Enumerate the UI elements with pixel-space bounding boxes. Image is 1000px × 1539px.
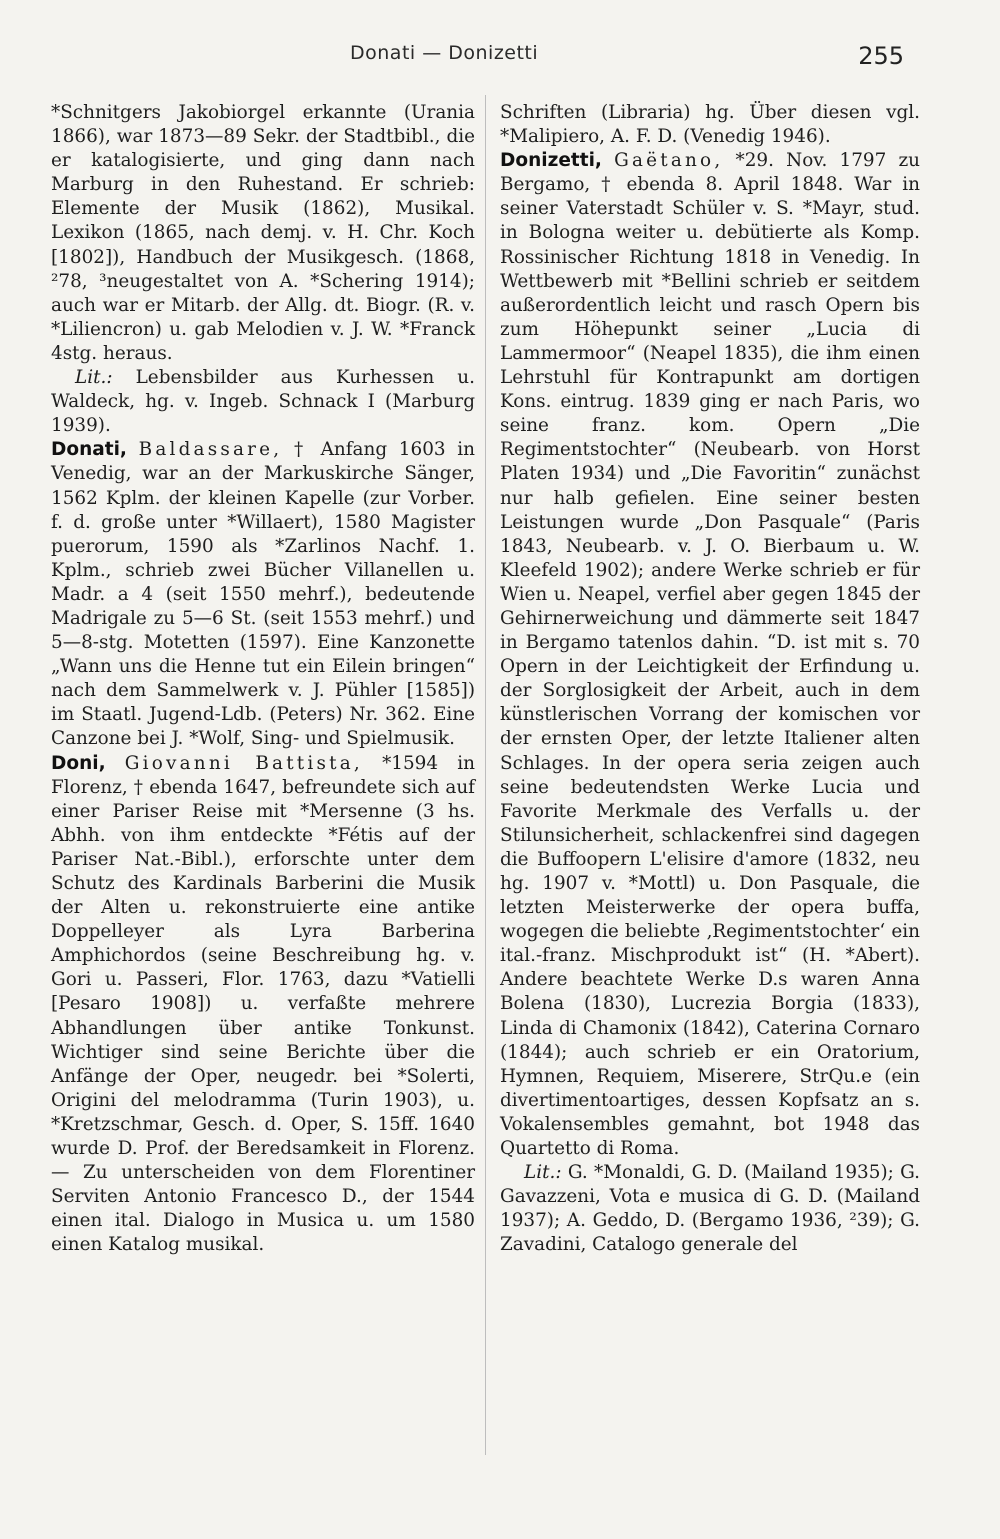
firstname-doni: Giovanni Battista,	[124, 752, 363, 774]
entry-donati	[51, 438, 475, 751]
firstname-donizetti: Gaëtano,	[614, 150, 724, 172]
left-column	[51, 101, 475, 1258]
continuation-text: *Schnitgers Jakobiorgel erkannte (Urania 1866), war 1873—89 Sekr. der Stadtbibl., die er katalogisierte, und ging dann nach Marburg in den Ruhestand. Er schrieb: Elemente der Musik (1862), Musikal. Lexikon (1865, nach demj. v. H. Chr. Koch [1802]), Handbuch der Musikgesch. (1868, ²78, ³neugestaltet von A. *Schering 1914); auch war er Mitarb. der Allg. dt. Biogr. (R. v. *Liliencron) u. gab Melodien v. J. W. *Franck 4stg. heraus.	[51, 102, 475, 364]
headword-donizetti: Donizetti,	[500, 150, 602, 172]
continuation-literature	[51, 366, 475, 438]
lit-text-right: G. *Monaldi, G. D. (Mailand 1935); G. Gavazzeni, Vota e musica di G. D. (Mailand 1937); A. Geddo, D. (Bergamo 1936, ²39); G. Zavadini, Catalogo generale del	[500, 1162, 920, 1256]
lit-label: Lit.:	[75, 367, 113, 389]
entry-doni-text: *1594 in Florenz, † ebenda 1647, befreundete sich auf einer Pariser Reise mit *Mersenne (3 hs. Abhh. von ihm entdeckte *Fétis auf der Pariser Nat.-Bibl.), erforschte unter dem Schutz des Kardinals Barberini die Musik der Alten u. rekonstruierte eine antike Doppelleyer als Lyra Barberina Amphichordos (seine Beschreibung hg. v. Gori u. Passeri, Flor. 1763, dazu *Vatielli [Pesaro 1908]) u. verfaßte mehrere Abhandlungen über antike Tonkunst. Wichtiger sind seine Berichte über die Anfänge der Oper, neugedr. bei *Solerti, Origini del melodramma (Turin 1903), u. *Kretzschmar, Gesch. d. Oper, S. 15ff. 1640 wurde D. Prof. der Beredsamkeit in Florenz. — Zu unterscheiden von dem Florentiner Serviten Antonio Francesco D., der 1544 einen ital. Dialogo in Musica u. um 1580 einen Katalog musikal.	[51, 752, 475, 1256]
right-column	[500, 101, 920, 1258]
column-divider	[485, 95, 486, 1455]
lit-text: Lebensbilder aus Kurhessen u. Waldeck, hg. v. Ingeb. Schnack I (Marburg 1939).	[51, 367, 475, 437]
entry-donizetti	[500, 149, 920, 1161]
page-number: 255	[858, 42, 904, 70]
entry-continuation-right	[500, 101, 920, 149]
entry-donati-text: † Anfang 1603 in Venedig, war an der Markuskirche Sänger, 1562 Kplm. der kleinen Kapelle (zur Vorber. f. d. große unter *Willaert), 1580 Magister puerorum, 1590 als *Zarlinos Nachf. 1. Kplm., schrieb zwei Bücher Villanellen u. Madr. a 4 (seit 1550 mehrf.), bedeutende Madrigale zu 5—6 St. (seit 1553 mehrf.) und 5—8-stg. Motetten (1597). Eine Kanzonette „Wann uns die Henne tut ein Eilein bringen“ nach dem Sammelwerk v. J. Pühler [1585]) im Staatl. Jugend-Ldb. (Peters) Nr. 362. Eine Canzone bei J. *Wolf, Sing- und Spielmusik.	[51, 439, 475, 750]
firstname-donati: Baldassare,	[138, 439, 283, 461]
running-title: Donati — Donizetti	[350, 42, 539, 64]
page-header	[0, 40, 1000, 80]
continuation-right-text: Schriften (Libraria) hg. Über diesen vgl. *Malipiero, A. F. D. (Venedig 1946).	[500, 102, 920, 148]
entry-donizetti-text: *29. Nov. 1797 zu Bergamo, † ebenda 8. April 1848. War in seiner Vaterstadt Schüler v. S. *Mayr, stud. in Bologna weiter u. debütierte als Komp. Rossinischer Richtung 1818 in Venedig. In Wettbewerb mit *Bellini schrieb er seitdem außerordentlich leicht und rasch Opern bis zum Höhepunkt seiner „Lucia di Lammermoor“ (Neapel 1835), die ihm einen Lehrstuhl für Kontrapunkt am dortigen Kons. eintrug. 1839 ging er nach Paris, wo seine franz. kom. Opern „Die Regimentstochter“ (Neubearb. von Horst Platen 1934) und „Die Favoritin“ zunächst nur halb gefielen. Eine seiner besten Leistungen wurde „Don Pasquale“ (Paris 1843, Neubearb. v. J. O. Bierbaum u. W. Kleefeld 1902); andere Werke schrieb er für Wien u. Neapel, verfiel aber gegen 1845 der Gehirnerweichung und dämmerte seit 1847 in Bergamo tatenlos dahin. “D. ist mit s. 70 Opern in der Leichtigkeit der Erfindung u. der Sorglosigkeit der Arbeit, auch in dem künstlerischen Vorrang der komischen vor der ernsten Oper, der letzte Italiener alten Schlages. In der opera seria zeigen auch seine bedeutendsten Werke Lucia und Favorite Merkmale des Verfalls u. der Stilunsicherheit, schlackenfrei sind dagegen die Buffoopern L'elisire d'amore (1832, neu hg. 1907 v. *Mottl) u. Don Pasquale, die letzten Meisterwerke der opera buffa, wogegen die beliebte ‚Regimentstochter‘ ein ital.-franz. Mischprodukt ist“ (H. *Abert). Andere beachtete Werke D.s waren Anna Bolena (1830), Lucrezia Borgia (1833), Linda di Chamonix (1842), Caterina Cornaro (1844); auch schrieb er ein Oratorium, Hymnen, Requiem, Miserere, StrQu.e (ein divertimentoartiges, dessen Kopfsatz an s. Vokalensembles gemahnt, bot 1948 das Quartetto di Roma.	[500, 150, 920, 1160]
entry-continuation	[51, 101, 475, 366]
headword-donati: Donati,	[51, 439, 127, 461]
donizetti-literature	[500, 1161, 920, 1257]
entry-doni	[51, 752, 475, 1258]
headword-doni: Doni,	[51, 752, 106, 774]
lit-label-right: Lit.:	[524, 1162, 562, 1184]
